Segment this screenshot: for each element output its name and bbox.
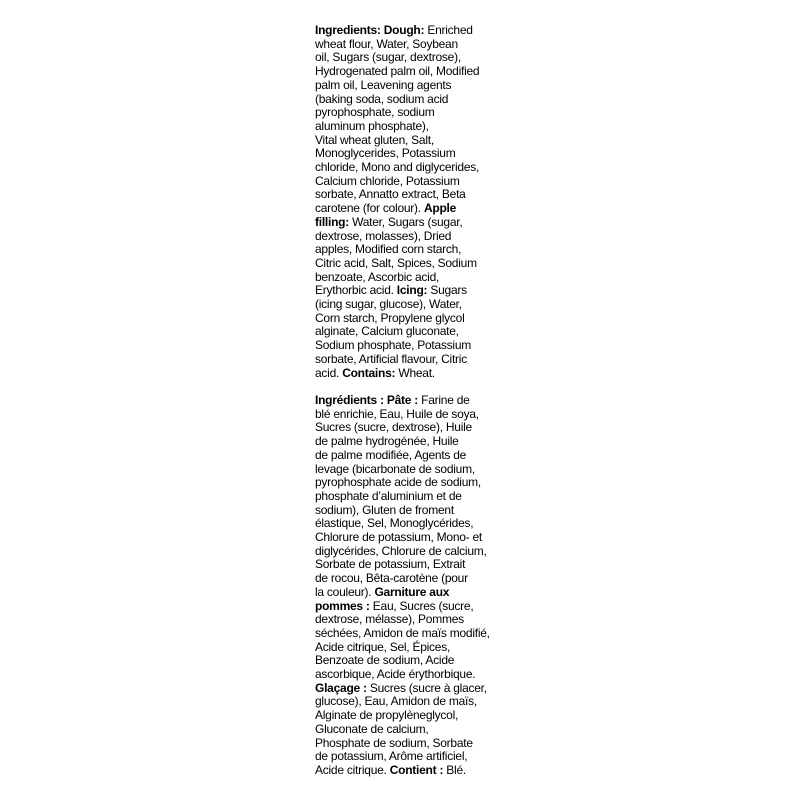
ingredient-line (315, 654, 495, 668)
ingredient-line (315, 51, 495, 65)
ingredient-text: Gluconate de calcium, (315, 721, 429, 736)
ingredient-line (315, 120, 495, 134)
ingredient-text: Hydrogenated palm oil, Modified (315, 64, 480, 79)
ingredient-text: Phosphate de sodium, Sorbate (315, 735, 473, 750)
ingredient-line (315, 134, 495, 148)
ingredient-text: Farine de (418, 393, 470, 407)
ingredient-line (315, 463, 495, 477)
ingredient-line (315, 531, 495, 545)
ingredient-line (315, 243, 495, 257)
ingredient-text: Acide citrique, Sel, Épices, (315, 639, 451, 654)
ingredient-line (315, 572, 495, 586)
ingredient-line (315, 613, 495, 627)
ingredient-line (315, 641, 495, 655)
ingredient-text: sodium), Gluten de froment (315, 502, 454, 517)
ingredient-line (315, 216, 495, 230)
ingredient-line (315, 367, 495, 381)
ingredient-text: alginate, Calcium gluconate, (315, 324, 459, 339)
ingredient-text: Erythorbic acid. (315, 283, 397, 298)
ingredient-line (315, 79, 495, 93)
ingredient-text: aluminum phosphate), (315, 118, 429, 133)
ingredient-line (315, 339, 495, 353)
ingredient-text: Sucres (sucre, dextrose), Huile (315, 420, 472, 435)
section-heading: pommes : (315, 598, 370, 613)
ingredient-text: dextrose, mélasse), Pommes (315, 612, 464, 627)
ingredient-line (315, 476, 495, 490)
section-heading: Apple (423, 201, 457, 216)
ingredient-text: Sugars (427, 283, 467, 298)
ingredient-line (315, 298, 495, 312)
ingredient-line (315, 147, 495, 161)
ingredient-line (315, 600, 495, 614)
ingredient-text: Chlorure de potassium, Mono- et (315, 530, 482, 545)
ingredient-line (315, 106, 495, 120)
ingredient-line (315, 737, 495, 751)
ingredient-line (315, 504, 495, 518)
section-heading: Garniture aux (374, 584, 450, 599)
ingredient-text: chloride, Mono and diglycerides, (315, 160, 480, 175)
section-heading: Ingrédients : Pâte : (315, 393, 419, 407)
ingredient-text: de palme modifiée, Agents de (315, 447, 467, 462)
ingredient-text: phosphate d’aluminium et de (315, 488, 462, 503)
section-heading: Glaçage : (315, 680, 367, 695)
ingredient-text: Alginate de propylèneglycol, (315, 708, 459, 723)
ingredients-english (315, 24, 495, 380)
ingredient-line (315, 175, 495, 189)
ingredient-text: carotene (for colour). (315, 201, 424, 216)
ingredient-line (315, 668, 495, 682)
ingredient-text: Enriched (424, 23, 473, 37)
ingredient-line (315, 230, 495, 244)
section-heading: Ingredients: Dough: (315, 23, 425, 37)
ingredient-line (315, 271, 495, 285)
ingredient-line (315, 353, 495, 367)
ingredient-line (315, 65, 495, 79)
ingredient-line (315, 435, 495, 449)
ingredient-line (315, 257, 495, 271)
ingredient-line (315, 695, 495, 709)
ingredient-text: blé enrichie, Eau, Huile de soya, (315, 406, 479, 421)
ingredient-line (315, 188, 495, 202)
ingredient-text: la couleur). (315, 584, 375, 599)
ingredient-line (315, 764, 495, 778)
ingredients-french (315, 394, 495, 778)
ingredient-line (315, 93, 495, 107)
ingredient-text: glucose), Eau, Amidon de maïs, (315, 694, 477, 709)
ingredient-text: de palme hydrogénée, Huile (315, 434, 459, 449)
ingredient-line (315, 723, 495, 737)
ingredient-text: de rocou, Bêta-carotène (pour (315, 571, 468, 586)
ingredient-text: (baking soda, sodium acid (315, 91, 449, 106)
ingredient-text: pyrophosphate acide de sodium, (315, 475, 481, 490)
ingredient-line (315, 545, 495, 559)
ingredient-text: ascorbique, Acide érythorbique. (315, 667, 476, 682)
ingredient-text: pyrophosphate, sodium (315, 105, 435, 120)
ingredient-text: sorbate, Annatto extract, Beta (315, 187, 466, 202)
ingredient-line (315, 38, 495, 52)
section-heading: Contient : (389, 762, 444, 777)
ingredient-line (315, 421, 495, 435)
ingredient-line (315, 490, 495, 504)
ingredient-line (315, 627, 495, 641)
ingredient-text: séchées, Amidon de maïs modifié, (315, 625, 490, 640)
section-heading: Contains: (342, 365, 396, 380)
ingredient-line (315, 558, 495, 572)
ingredient-line (315, 161, 495, 175)
ingredient-text: (icing sugar, glucose), Water, (315, 297, 462, 312)
ingredient-line (315, 408, 495, 422)
ingredient-line (315, 202, 495, 216)
ingredient-text: Wheat. (395, 365, 435, 380)
ingredient-line (315, 284, 495, 298)
ingredient-text: sorbate, Artificial flavour, Citric (315, 351, 467, 366)
ingredient-line (315, 682, 495, 696)
ingredient-line (315, 394, 495, 408)
section-heading: Icing: (396, 283, 428, 298)
ingredient-text: Citric acid, Salt, Spices, Sodium (315, 255, 477, 270)
ingredient-text: de potassium, Arôme artificiel, (315, 749, 468, 764)
ingredient-text: Sucres (sucre à glacer, (366, 680, 487, 695)
ingredient-text: diglycérides, Chlorure de calcium, (315, 543, 487, 558)
ingredient-text: Benzoate de sodium, Acide (315, 653, 455, 668)
ingredient-line (315, 312, 495, 326)
ingredient-text: apples, Modified corn starch, (315, 242, 462, 257)
ingredient-line (315, 586, 495, 600)
ingredient-text: Acide citrique. (315, 762, 390, 777)
ingredient-line (315, 325, 495, 339)
ingredient-text: Monoglycerides, Potassium (315, 146, 456, 161)
ingredient-text: dextrose, molasses), Dried (315, 228, 452, 243)
ingredient-text: Calcium chloride, Potassium (315, 173, 460, 188)
section-heading: filling: (315, 214, 349, 229)
ingredient-text: Eau, Sucres (sucre, (369, 598, 474, 613)
ingredient-text: levage (bicarbonate de sodium, (315, 461, 475, 476)
ingredient-text: élastique, Sel, Monoglycérides, (315, 516, 474, 531)
ingredient-line (315, 449, 495, 463)
ingredient-text: Blé. (443, 762, 466, 777)
ingredient-text: Water, Sugars (sugar, (349, 214, 463, 229)
ingredient-text: Sodium phosphate, Potassium (315, 338, 472, 353)
ingredient-text: acid. (315, 365, 343, 380)
ingredient-line (315, 709, 495, 723)
ingredient-text: oil, Sugars (sugar, dextrose), (315, 50, 461, 65)
ingredient-text: Vital wheat gluten, Salt, (315, 132, 434, 147)
ingredient-text: Sorbate de potassium, Extrait (315, 557, 466, 572)
ingredient-line (315, 517, 495, 531)
ingredient-text: palm oil, Leavening agents (315, 77, 452, 92)
ingredient-text: Corn starch, Propylene glycol (315, 310, 465, 325)
ingredient-text: benzoate, Ascorbic acid, (315, 269, 440, 284)
ingredient-text: wheat flour, Water, Soybean (315, 36, 458, 51)
ingredient-line (315, 750, 495, 764)
ingredient-line (315, 24, 495, 38)
